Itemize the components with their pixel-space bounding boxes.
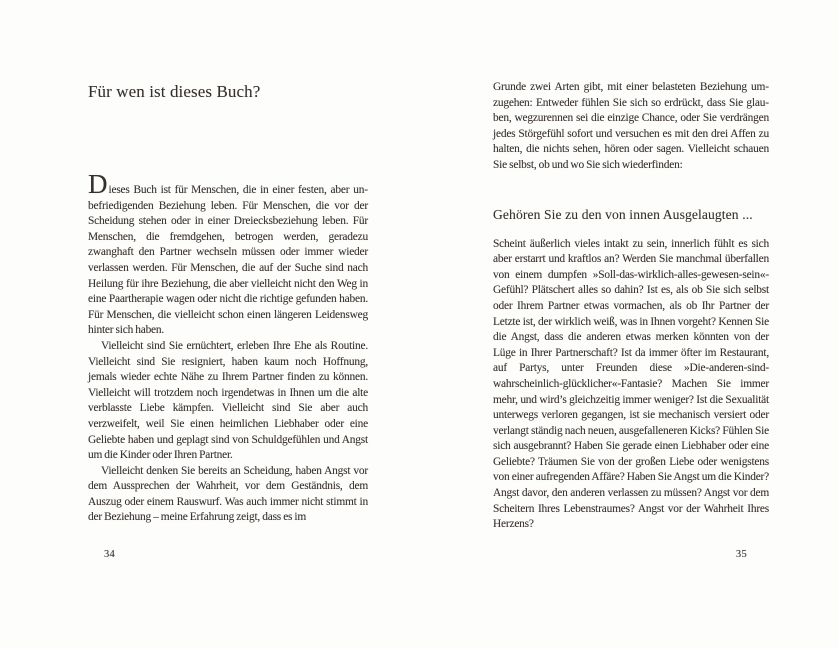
paragraph: Vielleicht denken Sie bereits an Scheidung, haben Angst vor dem Aussprechen der Wahrheit, vor dem Geständnis, dem Auszug oder einem Rauswurf. Was auch immer nicht stimmt in der Beziehung – meine Erfahrung zeigt, dass es im <box>88 464 368 524</box>
right-page-body <box>493 80 769 533</box>
paragraph-section: Scheint äußerlich vieles intakt zu sein, innerlich fühlt es sich aber erstarrt und kraftlos an? Werden Sie manchmal überfallen von einem dumpfen »Soll-das-wirklich-alles-gewesen-sein«-Gefühl? Plätschert alles so dahin? Ist es, als ob Sie sich selbst oder Ihrem Partner etwas vormachen, als ob Ihr Partner der Letzte ist, der wirklich weiß, was in Ihnen vorgeht? Kennen Sie die Angst, dass die anderen etwas merken könnten von der Lüge in Ihrer Partnerschaft? Ist da immer öfter im Restaurant, auf Partys, unter Freunden diese »Die-anderen-sind-wahrscheinlich-glücklicher«-Fantasie? Machen Sie immer mehr, und wird’s gleichzeitig immer weniger? Ist die Sexualität unterwegs verloren gegangen, ist sie mechanisch versiert oder verlangt ständig nach neuen, ausgefalleneren Kicks? Fühlen Sie sich ausgebrannt? Haben Sie gerade einen Liebhaber oder eine Geliebte? Träumen Sie von der großen Liebe oder wenigstens von einer aufregenden Affäre? Haben Sie Angst um die Kinder? Angst davor, den anderen verlassen zu müssen? Angst vor dem Scheitern Ihres Lebenstraumes? Angst vor der Wahrheit Ihres Herzens? <box>493 237 769 531</box>
page-number-left: 34 <box>104 549 116 560</box>
paragraph-text: ieses Buch ist für Menschen, die in einer festen, aber unbefriedigenden Beziehung leben. Für Menschen, die vor der Scheidung stehen oder in einer Dreiecksbeziehung leben. Für Menschen, die fremdgehen, betrogen werden, geradezu zwanghaft den Partner wechseln müssen oder immer wieder verlassen werden. Für Menschen, die auf der Suche sind nach Heilung für ihre Beziehung, die aber vielleicht nicht den Weg in eine Paartherapie wagen oder nicht die richtige gefunden haben. Für Menschen, die vielleicht schon einen längeren Leidensweg hinter sich haben. <box>88 184 368 337</box>
chapter-heading: Für wen ist dieses Buch? <box>88 82 261 101</box>
paragraph-continuation: Grunde zwei Arten gibt, mit einer belasteten Beziehung umzugehen: Entweder fühlen Sie sich so erdrückt, dass Sie glauben, wegzurennen sei die einzige Chance, oder Sie verdrängen jedes Störgefühl sofort und versuchen es mit den drei Affen zu halten, die nichts sehen, hören oder sagen. Vielleicht schauen Sie selbst, ob und wo Sie sich wiederfinden: <box>493 81 769 171</box>
paragraph-opening <box>88 169 368 339</box>
drop-cap-initial: D <box>88 169 108 199</box>
section-subheading: Gehören Sie zu den von innen Ausgelaugten ... <box>493 206 753 222</box>
paragraph: Vielleicht sind Sie ernüchtert, erleben Ihre Ehe als Routine. Vielleicht sind Sie resigniert, haben kaum noch Hoffnung, jemals wieder echte Nähe zu Ihrem Partner finden zu können. Vielleicht will trotzdem noch irgendetwas in Ihnen um die alte verblasste Liebe kämpfen. Vielleicht sind Sie aber auch verzweifelt, weil Sie einen heimlichen Liebhaber oder eine Geliebte haben und geplagt sind von Schuldgefühlen und Angst um die Kinder oder Ihren Partner. <box>88 339 368 462</box>
page-number-right: 35 <box>735 549 747 560</box>
left-page-body <box>88 169 368 526</box>
